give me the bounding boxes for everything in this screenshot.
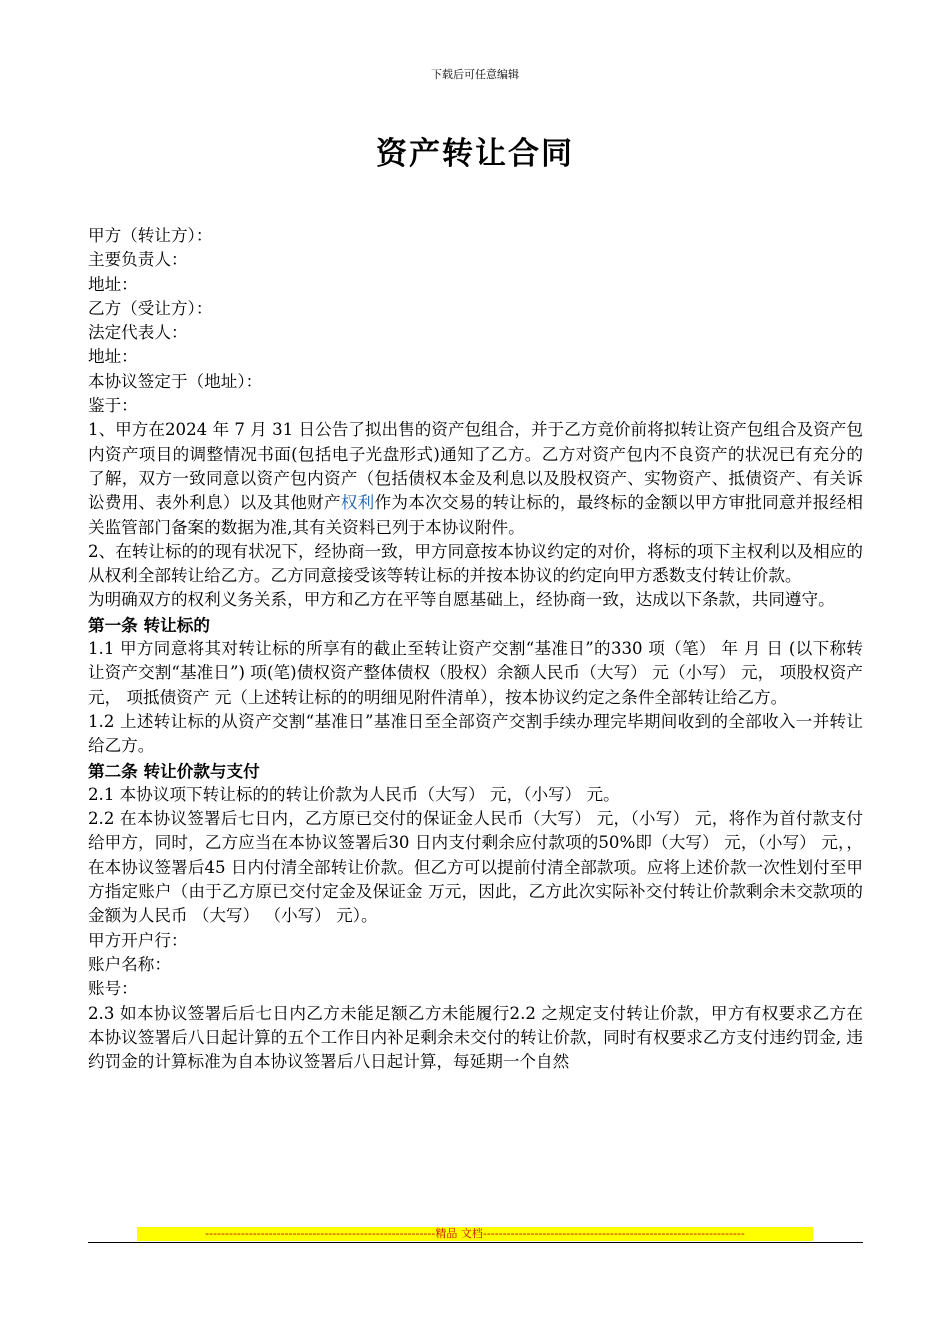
account-name-line: 账户名称： <box>88 954 171 974</box>
clause-2-1: 2.1 本协议项下转让标的的转让价款为人民币（大写） 元，（小写） 元。 <box>88 784 620 804</box>
account-number-line: 账号： <box>88 979 138 999</box>
article-1-heading: 第一条 转让标的 <box>88 614 210 635</box>
clause-2-2: 2.2 在本协议签署后七日内，乙方原已交付的保证金人民币（大写） 元，（小写） 元，将作为首付款支付给甲方，同时，乙方应当在本协议签署后30 日内支付剩余应付款项的50%即（大写） 元，（小写） 元，，在本协议签署后45 日内付清全部转让价款。但乙方可以提前付清全部款项。应将上述价款一次性划付至甲方指定账户（由于乙方原已交付定金及保证金 万元，因此，乙方此次实际补交付转让价款剩余未交款项的金额为人民币 （大写） （小写） 元）。 <box>88 809 863 926</box>
address-a-line: 地址： <box>88 274 138 294</box>
principal-line: 主要负责人： <box>88 250 188 270</box>
clause-2-3: 2.3 如本协议签署后后七日内乙方未能足额乙方未能履行2.2 之规定支付转让价款，甲方有权要求乙方在本协议签署后八日起计算的五个工作日内补足剩余未交付的转让价款，同时有权要求乙方支付违约罚金, 违约罚金的计算标准为自本协议签署后八日起计算，每延期一个自然 <box>88 1003 863 1072</box>
signed-at-line: 本协议签定于（地址）： <box>88 371 263 391</box>
clause-1-2: 1.2 上述转让标的从资产交割“基准日”基准日至全部资产交割手续办理完毕期间收到的全部收入一并转让给乙方。 <box>88 711 863 756</box>
recital-paragraph-2: 2、在转让标的的现有状况下，经协商一致，甲方同意按本协议约定的对价，将标的项下主权利以及相应的从权利全部转让给乙方。乙方同意接受该等转让标的并按本协议的约定向甲方悉数支付转让价款。 <box>88 541 863 586</box>
recital-1-text-a: 1、甲方在2024 年 7 月 31 日公告了拟出售的资产包组合，并于乙方竞价前将拟转让资产包组合及资产包内资产项目的调整情况书面(包括电子光盘形式)通知了乙方。乙方对资产包内不良资产的状况已有充分的了解，双方一致同意以资产包内资产（包括债权本金及利息以及股权资产、实物资产、抵债资产、有关诉讼费用、表外利息）以及其他财产 <box>88 420 863 513</box>
clause-1-1: 1.1 甲方同意将其对转让标的所享有的截止至转让资产交割“基准日”的330 项（笔） 年 月 日 (以下称转让资产交割“基准日”) 项(笔)债权资产整体债权（股权）余额人民币（大写） 元（小写） 元， 项股权资产 元， 项抵债资产 元（上述转让标的的明细见附件清单），按本协议约定之条件全部转让给乙方。 <box>88 639 863 707</box>
party-a-line: 甲方（转让方）： <box>88 226 213 245</box>
intro-paragraph: 为明确双方的权利义务关系，甲方和乙方在平等自愿基础上，经协商一致，达成以下条款，共同遵守。 <box>88 590 835 610</box>
article-2-heading: 第二条 转让价款与支付 <box>88 760 260 781</box>
footer-divider <box>88 1242 863 1243</box>
legal-rep-line: 法定代表人： <box>88 323 188 343</box>
document-title: 资产转让合同 <box>376 136 574 172</box>
address-b-line: 地址： <box>88 347 138 367</box>
contract-body <box>88 224 863 1074</box>
rights-link[interactable]: 权利 <box>340 493 375 513</box>
bank-line: 甲方开户行： <box>88 930 188 950</box>
party-b-line: 乙方（受让方）： <box>88 298 213 318</box>
footer-watermark-band: ----------------------------------------------------------精品 文档------------------------------------------------------------------ <box>137 1227 813 1241</box>
recital-1-text-b: 作为本次交易的转让标的，最终标的金额以甲方审批同意并报经相关监管部门备案的数据为准,其有关资料已列于本协议附件。 <box>88 493 864 537</box>
recital-paragraph-1 <box>88 418 863 539</box>
whereas-line: 鉴于： <box>88 396 138 416</box>
header-note: 下载后可任意编辑 <box>431 68 519 81</box>
